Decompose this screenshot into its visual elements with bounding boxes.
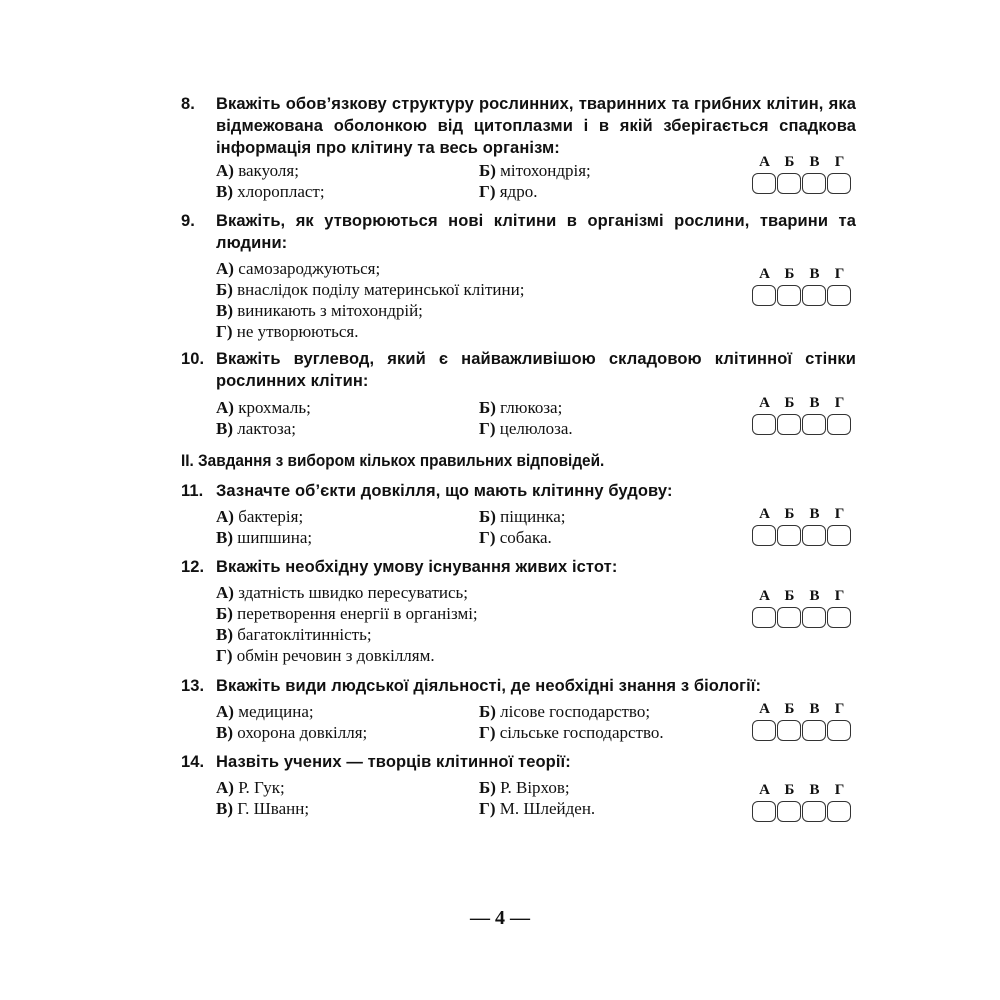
- answer-box-g[interactable]: [827, 285, 851, 306]
- question-number: 10.: [181, 350, 205, 368]
- option-a: А) бактерія;: [216, 507, 304, 526]
- answer-box-b[interactable]: [777, 285, 801, 306]
- answer-letters: А Б В Г: [759, 701, 845, 717]
- option-a: А) здатність швидко пересуватись;: [216, 583, 468, 602]
- answer-box-v[interactable]: [802, 414, 826, 435]
- answer-box-a[interactable]: [752, 720, 776, 741]
- answer-grid-9: [752, 267, 852, 306]
- answer-box-v[interactable]: [802, 607, 826, 628]
- option-g: Г) обмін речовин з довкіллям.: [216, 646, 435, 665]
- option-a: А) самозароджуються;: [216, 259, 381, 278]
- answer-box-a[interactable]: [752, 801, 776, 822]
- option-b: Б) мітохондрія;: [479, 161, 591, 180]
- answer-box-v[interactable]: [802, 285, 826, 306]
- answer-box-a[interactable]: [752, 607, 776, 628]
- answer-grid-13: [752, 702, 852, 741]
- option-g: Г) целюлоза.: [479, 419, 573, 438]
- answer-box-g[interactable]: [827, 720, 851, 741]
- answer-box-b[interactable]: [777, 607, 801, 628]
- answer-box-v[interactable]: [802, 720, 826, 741]
- question-text: Вкажіть необхідну умову існування живих істот:: [216, 558, 618, 576]
- option-b: Б) глюкоза;: [479, 398, 563, 417]
- question-text: Вкажіть види людської діяльності, де необхідні знання з біології:: [216, 677, 762, 695]
- answer-box-v[interactable]: [802, 525, 826, 546]
- option-v: В) охорона довкілля;: [216, 723, 368, 742]
- question-11: [181, 480, 856, 502]
- answer-box-g[interactable]: [827, 414, 851, 435]
- question-text: Назвіть учених — творців клітинної теорії:: [216, 753, 571, 771]
- question-number: 11.: [181, 482, 204, 500]
- question-text: Зазначте об’єкти довкілля, що мають клітинну будову:: [216, 482, 673, 500]
- answer-grid-11: [752, 507, 852, 546]
- answer-grid-12: [752, 589, 852, 628]
- question-text: Вкажіть вуглевод, який є найважливішою складовою клітинної стінки рослинних клітин:: [216, 350, 856, 390]
- option-a: А) Р. Гук;: [216, 778, 285, 797]
- question-text: Вкажіть обов’язкову структуру рослинних, тваринних та грибних клітин, яка відмежована оболонкою від цитоплазми і в якій зберігається спадкова інформація про клітину та весь організм:: [216, 95, 856, 157]
- answer-letters: А Б В Г: [759, 782, 845, 798]
- answer-box-b[interactable]: [777, 173, 801, 194]
- option-b: Б) піщинка;: [479, 507, 566, 526]
- option-v: В) хлоропласт;: [216, 182, 325, 201]
- question-number: 9.: [181, 212, 195, 230]
- answer-box-b[interactable]: [777, 525, 801, 546]
- option-v: В) виникають з мітохондрій;: [216, 301, 423, 320]
- option-b: Б) внаслідок поділу материнської клітини;: [216, 280, 525, 299]
- option-a: А) вакуоля;: [216, 161, 299, 180]
- question-13: [181, 675, 856, 697]
- option-v: В) лактоза;: [216, 419, 297, 438]
- answer-box-g[interactable]: [827, 525, 851, 546]
- answer-box-b[interactable]: [777, 720, 801, 741]
- question-number: 12.: [181, 558, 205, 576]
- answer-letters: А Б В Г: [759, 266, 845, 282]
- section-title: II. Завдання з вибором кількох правильних відповідей.: [181, 452, 605, 470]
- answer-box-a[interactable]: [752, 525, 776, 546]
- option-g: Г) собака.: [479, 528, 552, 547]
- answer-letters: А Б В Г: [759, 395, 845, 411]
- question-8: [181, 93, 856, 159]
- option-v: В) Г. Шванн;: [216, 799, 310, 818]
- question-10: [181, 348, 856, 392]
- option-g: Г) сільське господарство.: [479, 723, 664, 742]
- option-g: Г) ядро.: [479, 182, 538, 201]
- answer-box-a[interactable]: [752, 285, 776, 306]
- answer-box-a[interactable]: [752, 173, 776, 194]
- option-b: Б) Р. Вірхов;: [479, 778, 570, 797]
- answer-box-g[interactable]: [827, 607, 851, 628]
- option-a: А) крохмаль;: [216, 398, 311, 417]
- answer-grid-14: [752, 783, 852, 822]
- option-g: Г) не утворюються.: [216, 322, 359, 341]
- answer-box-g[interactable]: [827, 801, 851, 822]
- answer-grid-8: [752, 155, 852, 194]
- answer-box-g[interactable]: [827, 173, 851, 194]
- answer-box-v[interactable]: [802, 801, 826, 822]
- option-v: В) шипшина;: [216, 528, 313, 547]
- answer-box-b[interactable]: [777, 414, 801, 435]
- question-number: 8.: [181, 95, 195, 113]
- answer-grid-10: [752, 396, 852, 435]
- option-b: Б) перетворення енергії в організмі;: [216, 604, 478, 623]
- question-9: [181, 210, 856, 254]
- answer-letters: А Б В Г: [759, 588, 845, 604]
- option-v: В) багатоклітинність;: [216, 625, 372, 644]
- answer-box-b[interactable]: [777, 801, 801, 822]
- question-text: Вкажіть, як утворюються нові клітини в організмі рослини, тварини та людини:: [216, 212, 856, 252]
- answer-box-a[interactable]: [752, 414, 776, 435]
- answer-letters: А Б В Г: [759, 154, 845, 170]
- option-b: Б) лісове господарство;: [479, 702, 651, 721]
- option-g: Г) М. Шлейден.: [479, 799, 596, 818]
- question-12: [181, 556, 856, 578]
- option-a: А) медицина;: [216, 702, 314, 721]
- question-14: [181, 751, 856, 773]
- question-number: 13.: [181, 677, 205, 695]
- answer-box-v[interactable]: [802, 173, 826, 194]
- page-number: — 4 —: [470, 907, 530, 929]
- question-number: 14.: [181, 753, 205, 771]
- answer-letters: А Б В Г: [759, 506, 845, 522]
